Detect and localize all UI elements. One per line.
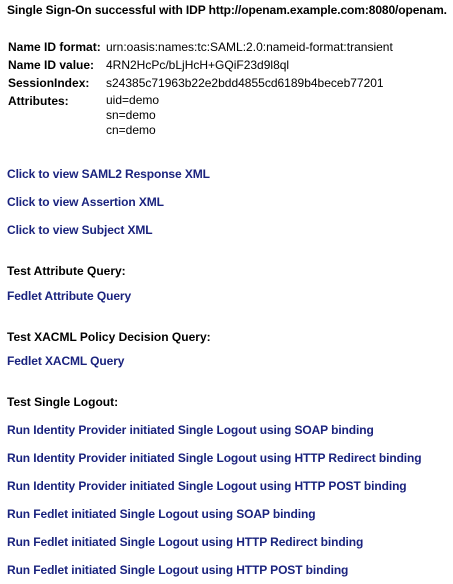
idp-slo-soap-link[interactable]: Run Identity Provider initiated Single Logout using SOAP binding [7,423,374,437]
view-subject-link[interactable]: Click to view Subject XML [7,223,153,237]
attribute-cn: cn=demo [106,123,156,137]
sso-success-heading: Single Sign-On successful with IDP http://openam.example.com:8080/openam. [7,3,447,17]
idp-slo-http-post-link[interactable]: Run Identity Provider initiated Single Logout using HTTP POST binding [7,479,407,493]
fedlet-slo-http-redirect-link[interactable]: Run Fedlet initiated Single Logout using HTTP Redirect binding [7,535,364,549]
attributes-row [8,92,393,138]
fedlet-xacml-query-link[interactable]: Fedlet XACML Query [7,354,125,368]
attribute-query-title: Test Attribute Query: [7,264,126,278]
attribute-uid: uid=demo [106,93,160,107]
name-id-value-row [8,56,393,74]
session-index-value: s24385c71963b22e2bdd4855cd6189b4beceb77201 [106,76,384,90]
name-id-value-value: 4RN2HcPc/bLjHcH+GQiF23d9l8ql [106,58,290,72]
attributes-label: Attributes: [8,94,69,108]
session-index-row [8,74,393,92]
name-id-value-label: Name ID value: [8,58,95,72]
attributes-list [106,93,159,138]
fedlet-attribute-query-link[interactable]: Fedlet Attribute Query [7,289,132,303]
xacml-query-title: Test XACML Policy Decision Query: [7,330,211,344]
name-id-format-row [8,38,393,56]
assertion-info-block [8,38,393,138]
fedlet-slo-soap-link[interactable]: Run Fedlet initiated Single Logout using SOAP binding [7,507,316,521]
single-logout-title: Test Single Logout: [7,395,119,409]
view-assertion-link[interactable]: Click to view Assertion XML [7,195,164,209]
name-id-format-label: Name ID format: [8,40,101,54]
fedlet-slo-http-post-link[interactable]: Run Fedlet initiated Single Logout using HTTP POST binding [7,563,349,577]
session-index-label: SessionIndex: [8,76,90,90]
attribute-sn: sn=demo [106,108,156,122]
idp-slo-http-redirect-link[interactable]: Run Identity Provider initiated Single Logout using HTTP Redirect binding [7,451,422,465]
view-saml2-response-link[interactable]: Click to view SAML2 Response XML [7,167,210,181]
name-id-format-value: urn:oasis:names:tc:SAML:2.0:nameid-format:transient [106,40,393,54]
